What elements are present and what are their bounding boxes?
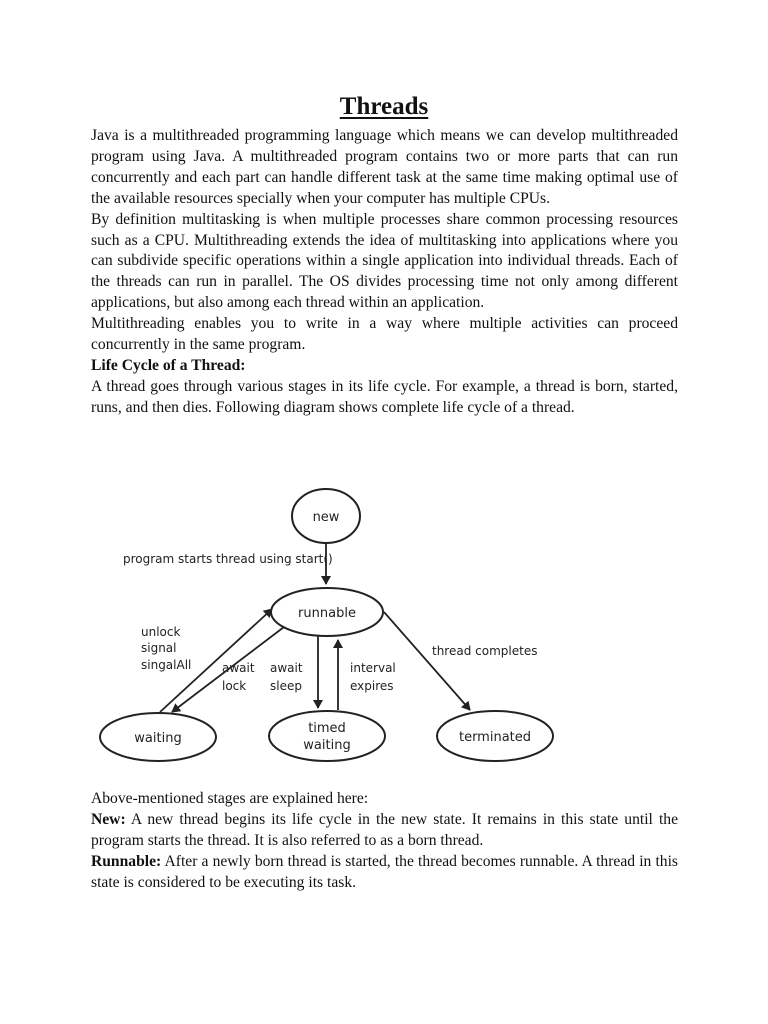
node-terminated-label: terminated xyxy=(458,730,532,745)
arrow-runnable-to-terminated xyxy=(384,612,470,710)
desc-new: A new thread begins its life cycle in the new state. It remains in this state until the program starts the thread. It is also referred to as a born thread. xyxy=(91,810,678,849)
paragraph-multitasking-definition: By definition multitasking is when multiple processes share common processing resources such as a CPU. Multithreading extends the idea of multitasking into applications where you can subdivide specific operations within a single application into individual threads. Each of the threads can run in parallel. The OS divides processing time not only among different applications, but also among each thread within an application. xyxy=(91,210,678,312)
paragraph-new-state xyxy=(91,810,678,852)
node-new-label: new xyxy=(312,510,340,525)
paragraph-multithreading-enables: Multithreading enables you to write in a way where multiple activities can proceed concurrently in the same program. xyxy=(91,315,678,354)
section-heading-life-cycle: Life Cycle of a Thread: xyxy=(91,356,246,374)
paragraph-multithreaded-intro: Java is a multithreaded programming language which means we can develop multithreaded program using Java. A multithreaded program contains two or more parts that can run concurrently and each part can handle different task at the same time making optimal use of the available resources specially when your computer has multiple CPUs. xyxy=(91,127,678,207)
label-signal: signal xyxy=(141,641,177,655)
page-title: Threads xyxy=(339,93,429,120)
paragraph-life-cycle-intro: A thread goes through various stages in its life cycle. For example, a thread is born, started, runs, and then dies. Following diagram shows complete life cycle of a thread. xyxy=(91,377,678,416)
node-waiting-label: waiting xyxy=(134,731,182,746)
label-await-lock-line1: await xyxy=(222,661,255,675)
desc-runnable: After a newly born thread is started, the thread becomes runnable. A thread in this state is considered to be executing its task. xyxy=(91,852,678,891)
node-timed-waiting xyxy=(269,711,385,761)
label-signal-all: singalAll xyxy=(141,658,192,672)
term-runnable: Runnable: xyxy=(91,852,162,870)
node-timed-waiting-label-line2: waiting xyxy=(303,738,351,753)
label-interval-expires-line2: expires xyxy=(350,679,394,693)
node-runnable-label: runnable xyxy=(298,606,356,621)
term-new: New: xyxy=(91,810,126,828)
label-await-sleep-line1: await xyxy=(270,661,303,675)
node-timed-waiting-label-line1: timed xyxy=(308,721,346,736)
stages-text-block xyxy=(91,789,678,894)
paragraph-runnable-state xyxy=(91,852,678,894)
paragraph-stages-explained: Above-mentioned stages are explained here: xyxy=(91,790,369,807)
label-program-starts-thread: program starts thread using start() xyxy=(123,552,333,566)
label-await-lock-line2: lock xyxy=(222,679,247,693)
label-await-sleep-line2: sleep xyxy=(270,679,302,693)
label-interval-expires-line1: interval xyxy=(350,661,396,675)
label-thread-completes: thread completes xyxy=(432,644,538,658)
label-unlock: unlock xyxy=(141,625,181,639)
